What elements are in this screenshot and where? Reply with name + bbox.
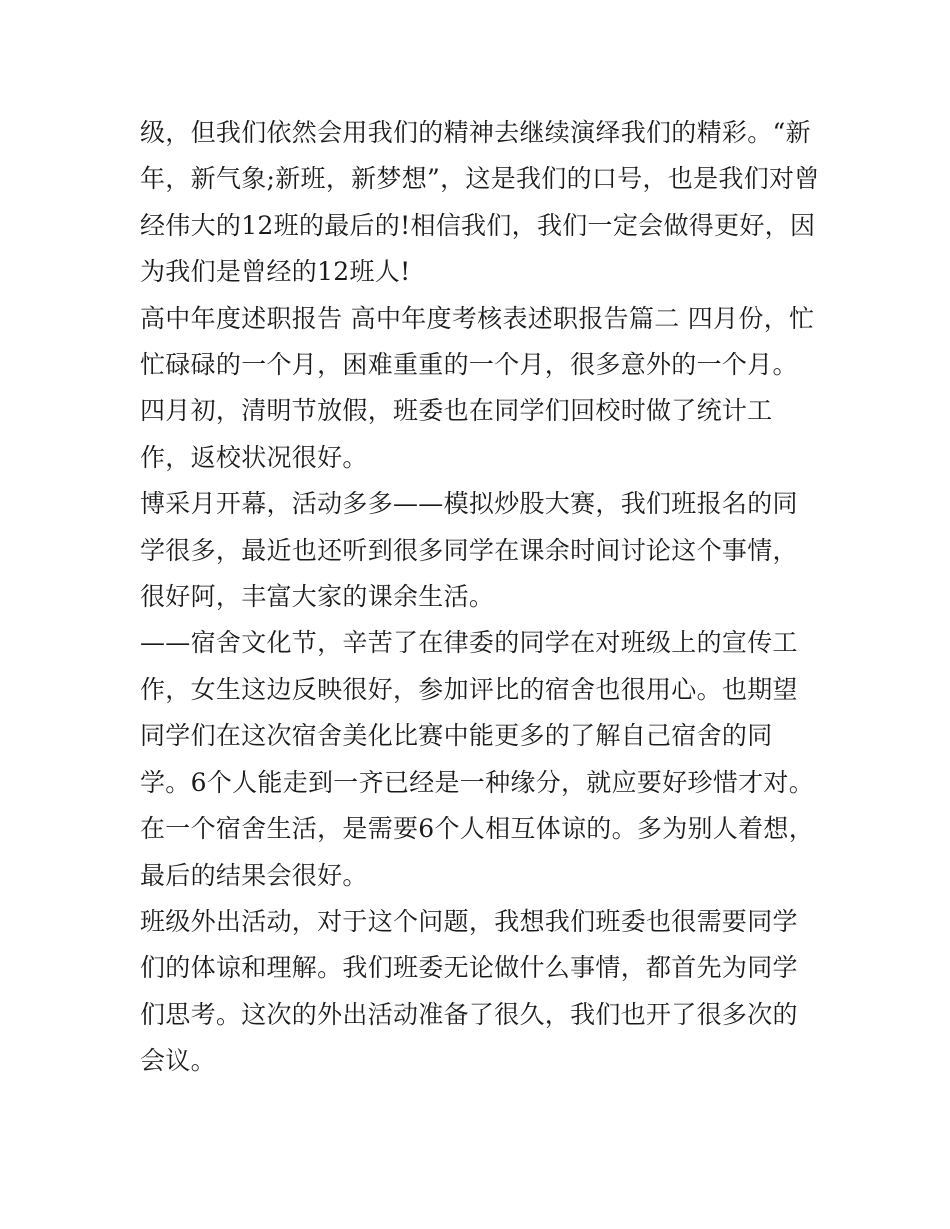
document-body: [140, 110, 820, 1085]
paragraph-1: 级，但我们依然会用我们的精神去继续演绎我们的精彩。“新年，新气象;新班，新梦想”，这是我们的口号，也是我们对曾经伟大的12班的最后的!相信我们，我们一定会做得更好，因为我们是曾经的12班人!: [140, 118, 820, 287]
paragraph-5: ——宿舍文化节，辛苦了在律委的同学在对班级上的宣传工作，女生这边反映很好，参加评比的宿舍也很用心。也期望同学们在这次宿舍美化比赛中能更多的了解自己宿舍的同学。6个人能走到一齐已经是一种缘分，就应要好珍惜才对。在一个宿舍生活，是需要6个人相互体谅的。多为别人着想，最后的结果会很好。: [140, 628, 815, 890]
paragraph-6: 班级外出活动，对于这个问题，我想我们班委也很需要同学们的体谅和理解。我们班委无论做什么事情，都首先为同学们思考。这次的外出活动准备了很久，我们也开了很多次的会议。: [140, 906, 798, 1076]
paragraph-3: 四月初，清明节放假，班委也在同学们回校时做了统计工作，返校状况很好。: [140, 396, 773, 472]
paragraph-2: 高中年度述职报告 高中年度考核表述职报告篇二 四月份，忙忙碌碌的一个月，困难重重的一个月，很多意外的一个月。: [140, 303, 815, 380]
paragraph-4: 博采月开幕，活动多多——模拟炒股大赛，我们班报名的同学很多，最近也还听到很多同学在课余时间讨论这个事情，很好阿，丰富大家的课余生活。: [140, 489, 798, 612]
